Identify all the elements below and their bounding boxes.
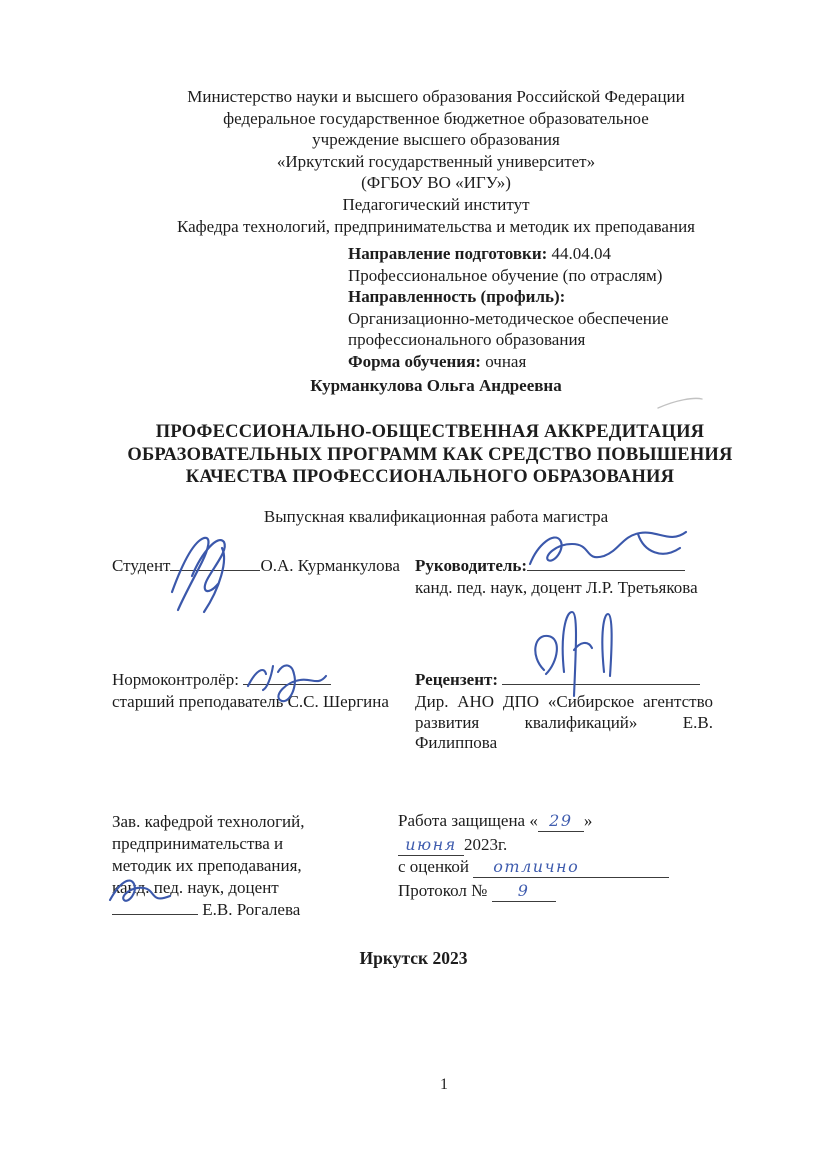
author-name: Курманкулова Ольга Андреевна (310, 376, 562, 395)
header-line-institute: Педагогический институт (342, 194, 530, 214)
dept-head-line-2: предпринимательства и (112, 834, 284, 853)
defense-suffix: » (583, 811, 593, 830)
title-line-2: ОБРАЗОВАТЕЛЬНЫХ ПРОГРАММ КАК СРЕДСТВО ПОВЫШЕНИЯ (127, 444, 733, 465)
title-line-1: ПРОФЕССИОНАЛЬНО-ОБЩЕСТВЕННАЯ АККРЕДИТАЦИЯ (155, 422, 705, 442)
direction-label: Направление подготовки: (348, 244, 548, 263)
reviewer-affiliation-line2: развития квалификаций» Е.В. Филиппова (415, 713, 713, 752)
normcontroller-label: Нормоконтролёр: (112, 670, 239, 689)
reviewer-line (415, 670, 700, 690)
student-line (112, 556, 400, 576)
protocol-underline (492, 881, 556, 902)
defense-day-handwritten: 29 (549, 811, 573, 830)
reviewer-signature-line (502, 671, 700, 685)
header-line-institution: учреждение высшего образования (312, 130, 560, 150)
form-label: Форма обучения: (348, 351, 481, 371)
thesis-title (84, 421, 776, 489)
work-type-subtitle: Выпускная квалификационная работа магистра (263, 507, 609, 526)
city-year: Иркутск 2023 (359, 948, 468, 968)
defense-month-handwritten: июня (405, 835, 457, 854)
dept-head-name: Е.В. Рогалева (202, 900, 301, 919)
protocol-number-handwritten: 9 (517, 881, 530, 900)
program-info (348, 243, 669, 373)
page-number: 1 (440, 1076, 448, 1093)
supervisor-label: Руководитель: (415, 556, 528, 575)
direction-line (348, 243, 669, 265)
normcontroller-name: старший преподаватель С.С. Шергина (112, 692, 389, 711)
defense-prefix: Работа защищена « (398, 811, 538, 830)
grade-handwritten: отлично (493, 857, 580, 876)
protocol-label: Протокол № (398, 881, 488, 900)
student-label: Студент (112, 556, 171, 575)
supervisor-name: канд. пед. наук, доцент Л.Р. Третьякова (415, 578, 698, 597)
student-name: О.А. Курманкулова (260, 556, 400, 575)
student-signature-line (170, 557, 260, 571)
supervisor-signature-line (527, 557, 685, 571)
defense-grade-line (398, 857, 669, 878)
defense-year: 2023г. (464, 835, 508, 854)
reviewer-label: Рецензент: (415, 670, 499, 689)
profile-line2: профессионального образования (348, 330, 586, 350)
defense-day-line (538, 811, 584, 832)
dept-head-line-1: Зав. кафедрой технологий, (112, 812, 305, 831)
reviewer-affiliation-line1: Дир. АНО ДПО «Сибирское агентство (415, 692, 713, 711)
defense-month-line (398, 835, 507, 856)
dept-head-signature-row (112, 899, 305, 921)
normcontroller-signature-line (243, 671, 331, 685)
direction-value: 44.04.04 (551, 244, 612, 263)
protocol-line (398, 881, 556, 902)
defense-date-line (398, 811, 592, 832)
supervisor-line (415, 556, 685, 576)
defense-month-underline (398, 835, 464, 856)
dept-head-line-4: канд. пед. наук, доцент (112, 878, 279, 897)
profile-line1: Организационно-методическое обеспечение (348, 308, 669, 328)
grade-underline (473, 857, 669, 878)
form-line (348, 351, 669, 373)
direction-line2: Профессиональное обучение (по отраслям) (348, 265, 663, 285)
header-line-abbrev: (ФГБОУ ВО «ИГУ») (361, 173, 511, 193)
normcontroller-line (112, 670, 331, 690)
header-line-federal: федеральное государственное бюджетное образовательное (223, 108, 649, 128)
profile-label: Направленность (профиль): (348, 287, 566, 307)
header-line-department: Кафедра технологий, предпринимательства и методик их преподавания (177, 216, 695, 236)
dept-head-line-3: методик их преподавания, (112, 856, 302, 875)
title-line-3: КАЧЕСТВА ПРОФЕССИОНАЛЬНОГО ОБРАЗОВАНИЯ (185, 467, 675, 487)
form-value: очная (485, 351, 527, 371)
dept-head-block (112, 811, 305, 921)
university-header (100, 86, 772, 237)
header-line-ministry: Министерство науки и высшего образования Российской Федерации (187, 87, 685, 106)
dept-head-signature-line (112, 901, 198, 915)
header-line-university: «Иркутский государственный университет» (276, 151, 596, 171)
grade-label: с оценкой (398, 857, 470, 876)
